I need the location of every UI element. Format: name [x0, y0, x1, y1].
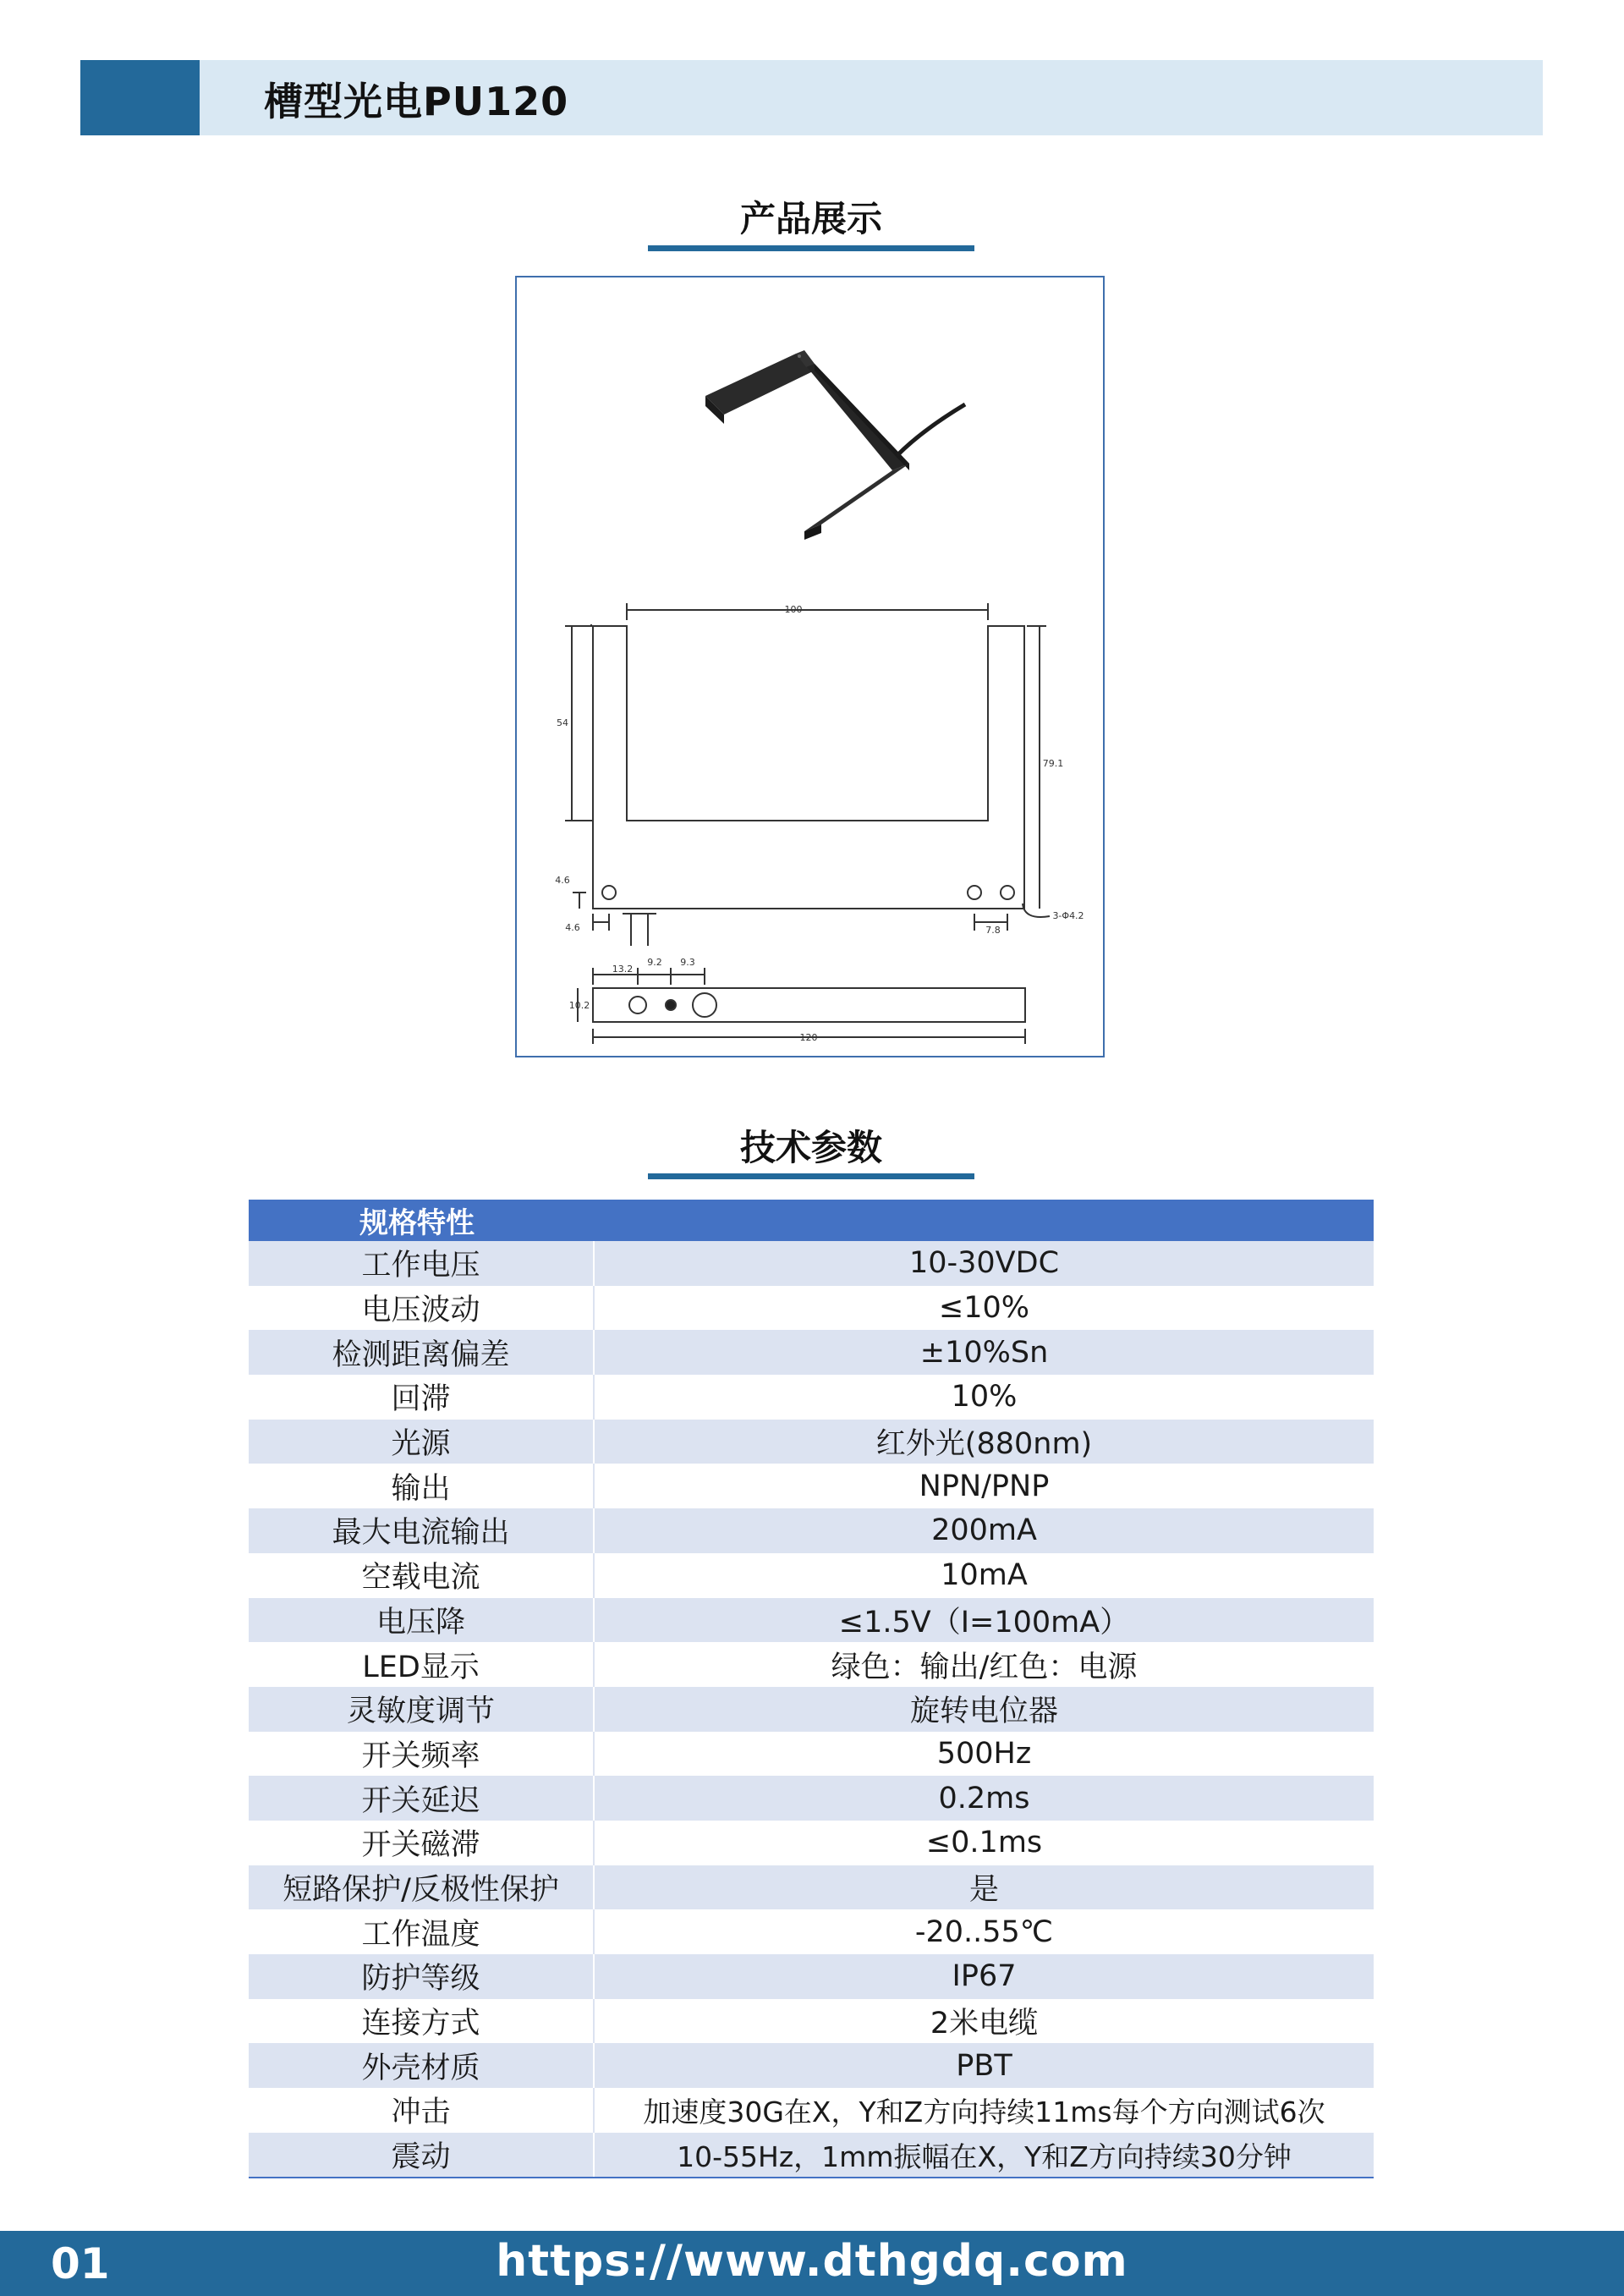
product-image-frame — [515, 276, 1105, 1057]
spec-value: 10-30VDC — [594, 1241, 1374, 1286]
spec-value: -20..55℃ — [594, 1909, 1374, 1954]
spec-value: ≤1.5V（I=100mA） — [594, 1598, 1374, 1643]
spec-value: 10-55Hz，1mm振幅在X，Y和Z方向持续30分钟 — [594, 2133, 1374, 2178]
table-row — [249, 1553, 1374, 1598]
section-underline — [648, 245, 974, 251]
dim-label-120: 120 — [799, 1032, 818, 1043]
spec-value: 红外光(880nm) — [594, 1420, 1374, 1464]
dim-label-9-2: 9.2 — [647, 957, 662, 968]
spec-label: 开关磁滞 — [249, 1821, 594, 1865]
spec-label: 电压波动 — [249, 1286, 594, 1331]
spec-value: 10% — [594, 1375, 1374, 1420]
section-title-tech-params: 技术参数 — [739, 1127, 882, 1168]
dim-label-79-1: 79.1 — [1042, 758, 1064, 769]
spec-label: 开关频率 — [249, 1732, 594, 1777]
dim-label-100: 100 — [784, 604, 803, 615]
table-row — [249, 1821, 1374, 1865]
spec-value: NPN/PNP — [594, 1464, 1374, 1508]
spec-value: 加速度30G在X，Y和Z方向持续11ms每个方向测试6次 — [594, 2088, 1374, 2133]
spec-value: 旋转电位器 — [594, 1687, 1374, 1732]
spec-value: 是 — [594, 1865, 1374, 1910]
section-underline — [648, 1173, 974, 1179]
table-row — [249, 1642, 1374, 1687]
table-row — [249, 1865, 1374, 1910]
table-row — [249, 1598, 1374, 1643]
dim-label-9-3: 9.3 — [680, 957, 695, 968]
spec-label: 最大电流输出 — [249, 1508, 594, 1553]
table-row — [249, 1776, 1374, 1821]
spec-value: 500Hz — [594, 1732, 1374, 1777]
product-drawing — [517, 277, 1103, 1056]
spec-label: 输出 — [249, 1464, 594, 1508]
spec-label: 震动 — [249, 2133, 594, 2178]
spec-label: 外壳材质 — [249, 2043, 594, 2088]
dim-label-13-2: 13.2 — [612, 964, 634, 975]
table-row — [249, 1508, 1374, 1553]
spec-label: 防护等级 — [249, 1954, 594, 1999]
dim-label-10-2: 10.2 — [568, 1000, 590, 1011]
table-row — [249, 1420, 1374, 1464]
dimension-drawing — [565, 603, 1050, 1044]
spec-label: 短路保护/反极性保护 — [249, 1865, 594, 1910]
spec-label: 检测距离偏差 — [249, 1330, 594, 1375]
table-row — [249, 1286, 1374, 1331]
spec-value: 200mA — [594, 1508, 1374, 1553]
footer-url: https://www.dthgdq.com — [496, 2236, 1128, 2287]
spec-label: 电压降 — [249, 1598, 594, 1643]
spec-table-header-row — [249, 1200, 1374, 1241]
dim-label-7-8: 7.8 — [985, 925, 1001, 936]
table-row — [249, 1999, 1374, 2044]
spec-label: 冲击 — [249, 2088, 594, 2133]
spec-value: ±10%Sn — [594, 1330, 1374, 1375]
spec-label: 开关延迟 — [249, 1776, 594, 1821]
table-row — [249, 1687, 1374, 1732]
spec-value: ≤10% — [594, 1286, 1374, 1331]
dim-label-54: 54 — [557, 717, 568, 728]
dim-label-hole-spec: 3-Φ4.2 — [1052, 910, 1084, 921]
table-row — [249, 1330, 1374, 1375]
page-number: 01 — [51, 2239, 110, 2288]
header-accent-block — [80, 60, 200, 135]
spec-value: PBT — [594, 2043, 1374, 2088]
table-row — [249, 2088, 1374, 2133]
page-title: 槽型光电PU120 — [264, 79, 569, 124]
spec-label: 工作温度 — [249, 1909, 594, 1954]
spec-label: 工作电压 — [249, 1241, 594, 1286]
spec-value: IP67 — [594, 1954, 1374, 1999]
spec-table — [249, 1200, 1374, 2178]
spec-value: ≤0.1ms — [594, 1821, 1374, 1865]
spec-label: 灵敏度调节 — [249, 1687, 594, 1732]
dim-label-4-6-horizontal: 4.6 — [565, 922, 580, 933]
table-row — [249, 1464, 1374, 1508]
table-row — [249, 1954, 1374, 1999]
table-row — [249, 1375, 1374, 1420]
table-row — [249, 1909, 1374, 1954]
spec-label: LED显示 — [249, 1642, 594, 1687]
product-photo — [705, 350, 965, 540]
spec-value: 绿色：输出/红色：电源 — [594, 1642, 1374, 1687]
spec-value: 0.2ms — [594, 1776, 1374, 1821]
table-row — [249, 2043, 1374, 2088]
dim-label-4-6-vertical: 4.6 — [555, 875, 570, 886]
table-row — [249, 1241, 1374, 1286]
spec-label: 回滞 — [249, 1375, 594, 1420]
spec-table-body — [249, 1241, 1374, 2178]
table-row — [249, 2133, 1374, 2178]
section-title-product-display: 产品展示 — [739, 198, 882, 239]
spec-value: 10mA — [594, 1553, 1374, 1598]
spec-value: 2米电缆 — [594, 1999, 1374, 2044]
spec-label: 空载电流 — [249, 1553, 594, 1598]
spec-label: 光源 — [249, 1420, 594, 1464]
spec-table-header: 规格特性 — [249, 1200, 1374, 1241]
spec-label: 连接方式 — [249, 1999, 594, 2044]
table-row — [249, 1732, 1374, 1777]
